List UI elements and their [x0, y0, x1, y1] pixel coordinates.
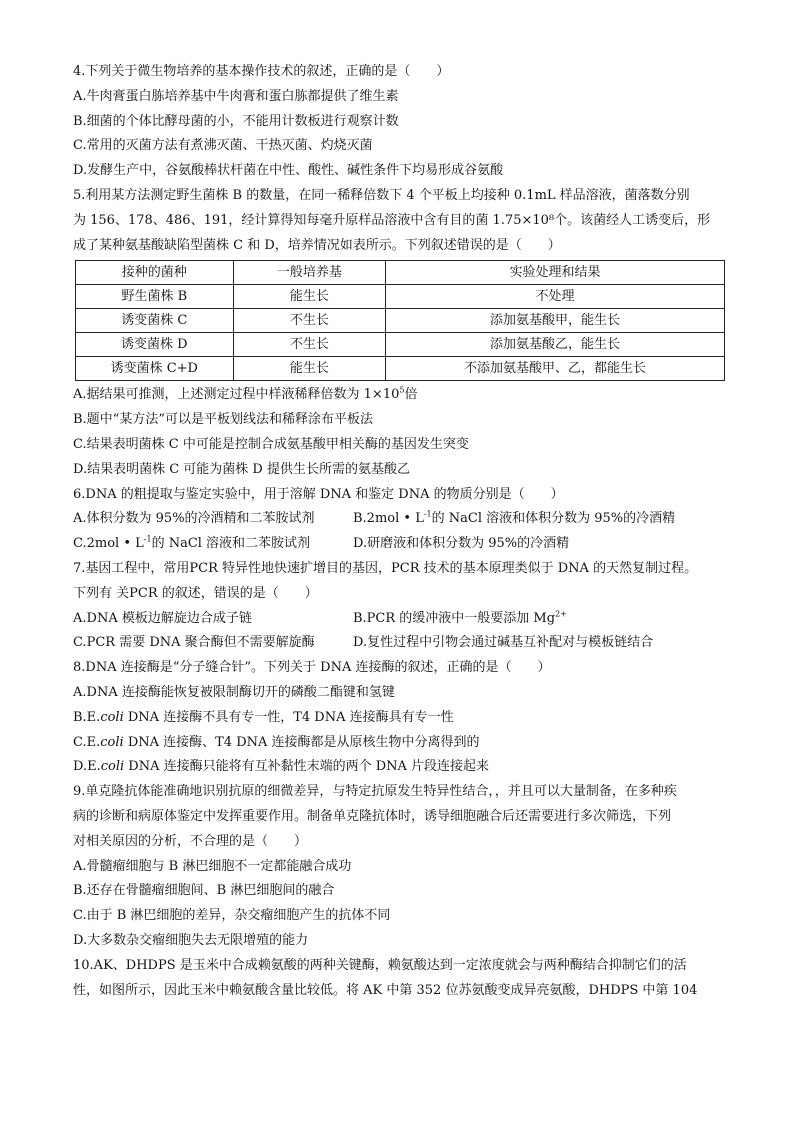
- q7-option-c: C.PCR 需要 DNA 聚合酶但不需要解旋酶: [73, 635, 315, 651]
- q10-stem-line2: 性，如图所示，因此玉米中赖氨酸含量比较低。将 AK 中第 352 位苏氨酸变成异亮氨酸，DHDPS 中第 104: [73, 982, 698, 998]
- q7-stem-line2: 下列有 关PCR 的叙述，错误的是（ ）: [73, 585, 318, 601]
- q9-stem-line1: 9.单克隆抗体能准确地识别抗原的细微差异，与特定抗原发生特异性结合，，并且可以大量制备，在多种疾: [73, 784, 677, 800]
- table-row: [76, 285, 725, 309]
- table-cell: 能生长: [233, 357, 386, 381]
- q6-options-row2: [73, 532, 733, 557]
- table-header-cell: 一般培养基: [233, 261, 386, 285]
- q8-option-b-text: DNA 连接酶不具有专一性，T4 DNA 连接酶具有专一性: [123, 709, 454, 725]
- table-cell: 诱变菌株 C+D: [76, 357, 234, 381]
- q5-option-a-exponent: 5: [399, 386, 405, 396]
- table-cell: 诱变菌株 D: [76, 333, 234, 357]
- q9-stem-line3: 对相关原因的分析，不合理的是（ ）: [73, 833, 308, 849]
- q5-option-c: C.结果表明菌株 C 中可能是控制合成氨基酸甲相关酶的基因发生突变: [73, 436, 469, 452]
- q8-option-c: [73, 731, 733, 756]
- table-cell: 不处理: [386, 285, 725, 309]
- q5-option-a: [73, 383, 733, 408]
- q8-stem: 8.DNA 连接酶是“分子缝合针”。下列关于 DNA 连接酶的叙述，正确的是（ ）: [73, 660, 551, 676]
- table-header-row: [76, 261, 725, 285]
- q4-option-a: A.牛肉膏蛋白胨培养基中牛肉膏和蛋白胨都提供了维生素: [73, 88, 399, 104]
- q5-option-d: D.结果表明菌株 C 可能为菌株 D 提供生长所需的氨基酸乙: [73, 461, 410, 477]
- q4-option-c: C.常用的灭菌方法有煮沸灭菌、干热灭菌、灼烧灭菌: [73, 138, 373, 154]
- q4-option-b: B.细菌的个体比酵母菌的小，不能用计数板进行观察计数: [73, 113, 399, 129]
- q8-option-d-prefix: D.E.: [73, 759, 101, 775]
- table-header-cell: 实验处理和结果: [386, 261, 725, 285]
- q7-option-b-exponent: 2+: [555, 609, 567, 619]
- q6-option-c: [73, 532, 353, 557]
- q6-options-row1: [73, 507, 733, 532]
- q8-option-b-italic: coli: [100, 709, 124, 725]
- q6-option-b-suffix: 的 NaCl 溶液和体积分数为 95%的冷酒精: [431, 511, 676, 527]
- q6-option-b-exponent: -1: [423, 510, 432, 520]
- q8-option-a: A.DNA 连接酶能恢复被限制酶切开的磷酸二酯键和氢键: [73, 684, 395, 700]
- table-cell: 不生长: [233, 333, 386, 357]
- q7-stem-line1: 7.基因工程中，常用PCR 特异性地快速扩增目的基因，PCR 技术的基本原理类似于 DNA 的天然复制过程。: [73, 560, 698, 576]
- exam-page: [73, 60, 733, 1003]
- q6-option-d: D.研磨液和体积分数为 95%的冷酒精: [353, 536, 570, 552]
- q8-option-c-text: DNA 连接酶、T4 DNA 连接酶都是从原核生物中分离得到的: [123, 734, 480, 750]
- q5-stem-line2: 为 156、178、486、191，经计算得知每毫升原样品溶液中含有目的菌 1.75×10⁸个。该菌经人工诱变后，形: [73, 212, 711, 228]
- q6-option-a: A.体积分数为 95%的冷酒精和二苯胺试剂: [73, 511, 315, 527]
- q7-options-row1: [73, 607, 733, 632]
- q7-option-b: [353, 607, 733, 632]
- q4-stem: 4.下列关于微生物培养的基本操作技术的叙述，正确的是（ ）: [73, 64, 450, 79]
- q9-option-d: D.大多数杂交瘤细胞失去无限增殖的能力: [73, 932, 309, 948]
- table-row: [76, 357, 725, 381]
- q8-option-b: [73, 706, 733, 731]
- q5-option-b: B.题中“某方法”可以是平板划线法和稀释涂布平板法: [73, 412, 373, 428]
- table-cell: 能生长: [233, 285, 386, 309]
- table-cell: 添加氨基酸甲，能生长: [386, 309, 725, 333]
- q6-option-b: [353, 507, 733, 532]
- q7-option-a: A.DNA 模板边解旋边合成子链: [73, 610, 252, 626]
- q8-option-d-italic: coli: [100, 759, 125, 775]
- table-cell: 野生菌株 B: [76, 285, 234, 309]
- q6-option-c-text: C.2mol • L: [73, 536, 144, 552]
- q8-option-d-text: DNA 连接酶只能将有互补黏性末端的两个 DNA 片段连接起来: [124, 759, 490, 775]
- table-cell: 诱变菌株 C: [76, 309, 234, 333]
- q8-option-c-italic: coli: [100, 734, 124, 750]
- q6-option-c-suffix: 的 NaCl 溶液和二苯胺试剂: [151, 536, 311, 552]
- table-header-cell: 接种的菌种: [76, 261, 234, 285]
- q6-option-c-exponent: -1: [143, 534, 152, 544]
- q5-stem-line1: 5.利用某方法测定野生菌株 B 的数量，在同一稀释倍数下 4 个平板上均接种 0.1mL 样品溶液，菌落数分别: [73, 187, 690, 203]
- q7-options-row2: [73, 631, 733, 656]
- q5-table: [75, 260, 725, 381]
- table-cell: 不添加氨基酸甲、乙，都能生长: [386, 357, 725, 381]
- table-row: [76, 309, 725, 333]
- q10-stem-line1: 10.AK、DHDPS 是玉米中合成赖氨酸的两种关键酶，赖氨酸达到一定浓度就会与两种酶结合抑制它们的活: [73, 957, 687, 973]
- table-cell: 不生长: [233, 309, 386, 333]
- q8-option-d: [73, 755, 733, 780]
- q9-option-b: B.还存在骨髓瘤细胞间、B 淋巴细胞间的融合: [73, 883, 335, 899]
- q5-stem-line3: 成了某种氨基酸缺陷型菌株 C 和 D，培养情况如表所示。下列叙述错误的是（ ）: [73, 237, 561, 253]
- q8-option-c-prefix: C.E.: [73, 734, 101, 750]
- q8-option-b-prefix: B.E.: [73, 709, 101, 725]
- q6-option-b-text: B.2mol • L: [353, 511, 424, 527]
- q4-option-d: D.发酵生产中，谷氨酸棒状杆菌在中性、酸性、碱性条件下均易形成谷氨酸: [73, 163, 504, 179]
- q5-option-a-suffix: 倍: [404, 387, 418, 403]
- q7-option-d: D.复性过程中引物会通过碱基互补配对与模板链结合: [353, 635, 654, 651]
- q7-option-b-text: B.PCR 的缓冲液中一般要添加 Mg: [353, 610, 556, 626]
- q5-option-a-text: A.据结果可推测，上述测定过程中样液稀释倍数为 1×10: [73, 387, 400, 403]
- q9-stem-line2: 病的诊断和病原体鉴定中发挥重要作用。制备单克隆抗体时，诱导细胞融合后还需要进行多次筛选，下列: [73, 808, 672, 824]
- table-row: [76, 333, 725, 357]
- q9-option-a: A.骨髓瘤细胞与 B 淋巴细胞不一定都能融合成功: [73, 858, 352, 874]
- q9-option-c: C.由于 B 淋巴细胞的差异，杂交瘤细胞产生的抗体不同: [73, 908, 391, 924]
- q6-stem: 6.DNA 的粗提取与鉴定实验中，用于溶解 DNA 和鉴定 DNA 的物质分别是（ ）: [73, 486, 564, 502]
- table-cell: 添加氨基酸乙，能生长: [386, 333, 725, 357]
